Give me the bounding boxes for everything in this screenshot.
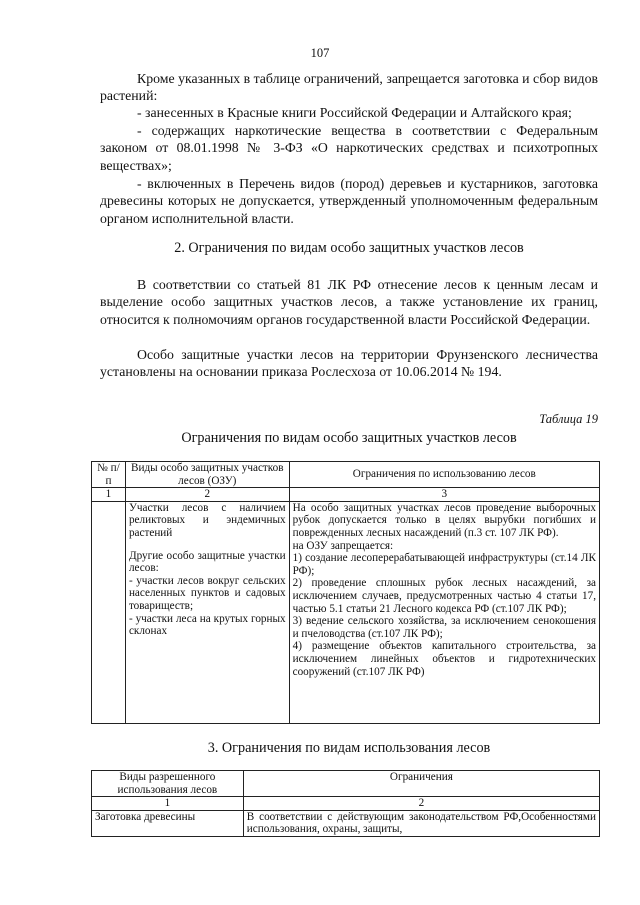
table-19: [91, 461, 600, 724]
header-restrictions: Ограничения по использованию лесов: [289, 462, 599, 488]
restriction-item-3: 3) ведение сельского хозяйства, за исключением сенокошения и пчеловодства (ст.107 ЛК РФ);: [292, 615, 596, 640]
page-bottom-edge: [0, 896, 640, 905]
use-restriction-cell: В соответствии с действующим законодательством РФ,Особенностями использования, охраны, защиты,: [243, 810, 599, 836]
table-19-header-row: [92, 462, 600, 488]
ozu-type-slopes: - участки леса на крутых горных склонах: [128, 612, 286, 638]
header-num: № п/п: [92, 462, 126, 488]
row-num-cell: [92, 501, 126, 723]
section-2-paragraph-2: Особо защитные участки лесов на территории Фрунзенского лесничества установлены на основании приказа Рослесхоза от 10.06.2014 № 194.: [100, 347, 598, 380]
table-forest-use-header-row: [92, 771, 600, 797]
section-2-paragraph-1: В соответствии со статьей 81 ЛК РФ отнесение лесов к ценным лесам и выделение особо защитных участков лесов, а также установление их границ, относится к полномочиям органов государственной власти Российской Федерации.: [100, 277, 598, 327]
header-use-types: Виды разрешенного использования лесов: [92, 771, 244, 797]
restriction-item-1: 1) создание лесоперерабатывающей инфраструктуры (ст.14 ЛК РФ);: [292, 552, 596, 577]
section-3-heading: 3. Ограничения по видам использования лесов: [207, 740, 491, 756]
table-19-title: Ограничения по видам особо защитных участков лесов: [181, 430, 517, 446]
restrictions-cell: [289, 501, 599, 723]
col-number-1: 1: [92, 488, 126, 502]
use-type-cell: Заготовка древесины: [92, 810, 244, 836]
intro-bullet-narcotic: - содержащих наркотические вещества в соответствии с Федеральным законом от 08.01.1998 № 3-ФЗ «О наркотических средствах и психотропных веществах»;: [100, 123, 598, 173]
table-row: [92, 501, 600, 723]
col-number-2: 2: [243, 797, 599, 811]
page-number: 107: [310, 46, 330, 60]
restriction-item-4: 4) размещение объектов капитального строительства, за исключением линейных объектов и гидротехнических сооружений (ст.107 ЛК РФ): [292, 640, 596, 678]
ozu-types-cell: [125, 501, 289, 723]
intro-paragraph: Кроме указанных в таблице ограничений, запрещается заготовка и сбор видов растений:: [100, 71, 598, 104]
restriction-selective-felling: На особо защитных участках лесов проведение выборочных рубок допускается только в целях вырубки погибших и поврежденных лесных насаждений (п.3 ст. 107 ЛК РФ).: [292, 501, 596, 539]
table-row: [92, 810, 600, 836]
table-forest-use-column-numbers: [92, 797, 600, 811]
intro-bullet-red-books: - занесенных в Красные книги Российской Федерации и Алтайского края;: [137, 105, 572, 120]
ozu-type-relict: Участки лесов с наличием реликтовых и эндемичных растений: [128, 501, 286, 539]
ozu-type-other-title: Другие особо защитные участки лесов:: [128, 549, 286, 575]
table-19-column-numbers: [92, 488, 600, 502]
header-restrictions: Ограничения: [243, 771, 599, 797]
section-2-heading: 2. Ограничения по видам особо защитных участков лесов: [174, 240, 524, 256]
restriction-item-2: 2) проведение сплошных рубок лесных насаждений, за исключением случаев, предусмотренных частью 4 статьи 17, частью 5.1 статьи 21 Лесного кодекса РФ (ст.107 ЛК РФ);: [292, 577, 596, 615]
col-number-1: 1: [92, 797, 244, 811]
table-forest-use: [91, 770, 600, 837]
col-number-3: 3: [289, 488, 599, 502]
header-ozu-types: Виды особо защитных участков лесов (ОЗУ): [125, 462, 289, 488]
restriction-prohibited-title: на ОЗУ запрещается:: [292, 539, 394, 552]
table-19-caption: Таблица 19: [539, 412, 598, 426]
intro-bullet-tree-list: - включенных в Перечень видов (пород) деревьев и кустарников, заготовка древесины которых не допускается, утвержденный уполномоченным федеральным органом исполнительной власти.: [100, 176, 598, 226]
col-number-2: 2: [125, 488, 289, 502]
ozu-type-settlements: - участки лесов вокруг сельских населенных пунктов и садовых товариществ;: [128, 574, 286, 612]
